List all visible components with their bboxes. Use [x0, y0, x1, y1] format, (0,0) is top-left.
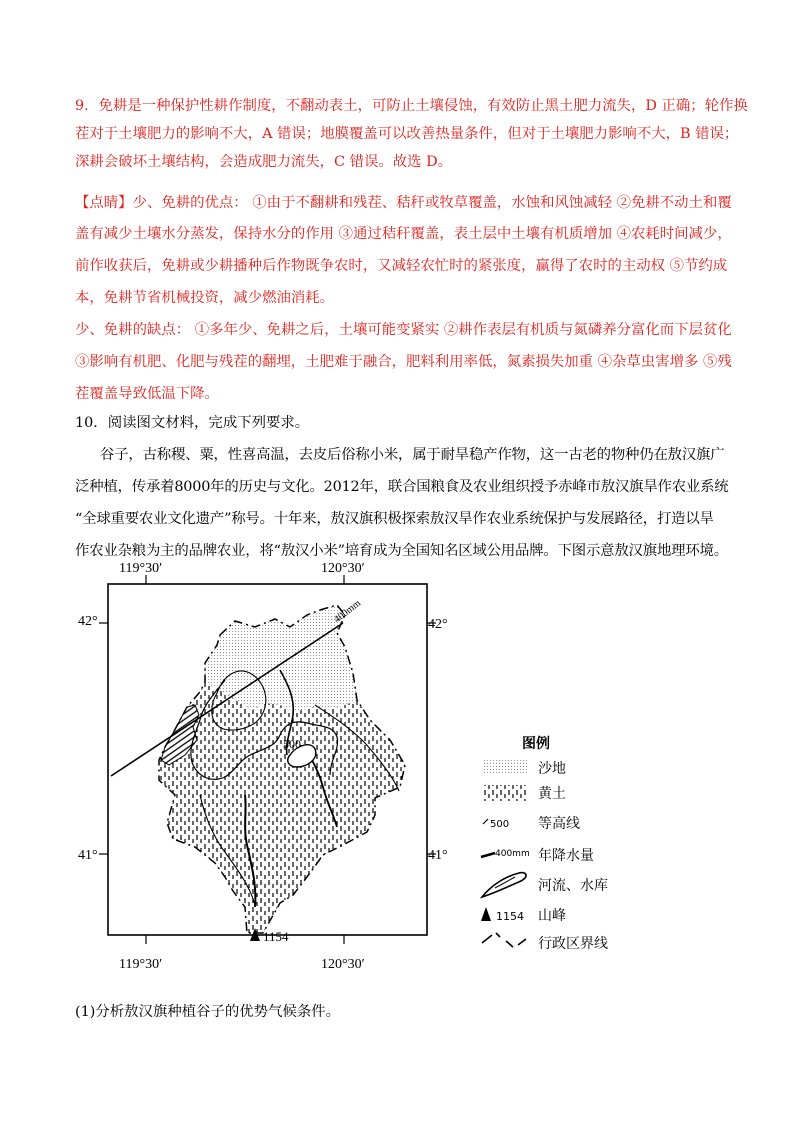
- tip-line6: ③影响有机肥、化肥与残茬的翻埋，土肥难于融合，肥料利用率低，氮素损失加重 ④杂草虫害增多 ⑤残: [75, 354, 732, 370]
- question10-para-line3: “全球重要农业文化遗产”称号。十年来，敖汉旗积极探索敖汉旱作农业系统保护与发展路径，打造以旱: [75, 511, 714, 527]
- tip-line3: 前作收获后，免耕或少耕播种后作物既争农时，又减轻农忙时的紧张度，赢得了农时的主动权 ⑤节约成: [75, 258, 728, 274]
- legend-sand-label: 沙地: [538, 761, 566, 777]
- legend-isohyet-sample: 400mm: [495, 849, 530, 859]
- lon-label-top-right: 120°30′: [321, 561, 365, 576]
- contour-500-label: 500: [283, 737, 301, 751]
- legend-isohyet-label: 年降水量: [538, 848, 594, 864]
- peak-label: 1154: [263, 929, 289, 944]
- legend-contour-swatch: [483, 819, 488, 824]
- legend-loess-label: 黄土: [538, 786, 566, 802]
- lon-label-top-left: 119°30′: [119, 561, 163, 576]
- answer9-line3: 深耕会破坏土壤结构，会造成肥力流失，C 错误。故选 D。: [75, 154, 453, 170]
- legend-loess-swatch: [482, 785, 528, 801]
- legend-isohyet-swatch: [481, 853, 495, 857]
- legend-peak-icon: [481, 907, 491, 921]
- question10-heading: 10．阅读图文材料，完成下列要求。: [75, 415, 310, 431]
- legend-contour-sample: 500: [490, 819, 510, 830]
- lon-label-bottom-left: 119°30′: [119, 957, 163, 972]
- map-figure: [75, 555, 635, 980]
- lat-label-left-top: 42°: [78, 614, 98, 629]
- aohan-banner-map: [75, 555, 635, 980]
- question10-sub1: (1)分析敖汉旗种植谷子的优势气候条件。: [75, 1004, 341, 1020]
- question10-para-line2: 泛种植，传承着8000年的历史与文化。2012年，联合国粮食及农业组织授予赤峰市敖汉旗旱作农业系统: [75, 479, 729, 495]
- tip-line4: 本，免耕节省机械投资，减少燃油消耗。: [75, 290, 335, 306]
- legend-river-swatch: [482, 873, 526, 897]
- legend-peak-label: 山峰: [538, 908, 566, 924]
- question10-para-line4: 作农业杂粮为主的品牌农业，将“敖汉小米”培育成为全国知名区域公用品牌。下图示意敖汉旗地理环境。: [75, 543, 728, 559]
- legend-peak-sample: 1154: [496, 910, 524, 923]
- tip-line7: 茬覆盖导致低温下降。: [75, 386, 219, 402]
- lat-label-right-top: 42°: [428, 617, 448, 632]
- legend-sand-swatch: [482, 760, 528, 775]
- lat-label-left-bottom: 41°: [78, 848, 98, 863]
- map-legend: [481, 735, 608, 952]
- isohyet-label: 400mm: [332, 597, 363, 626]
- legend-contour-label: 等高线: [538, 816, 580, 832]
- tip-line1: 【点睛】少、免耕的优点： ①由于不翻耕和残茬、秸秆或牧草覆盖，水蚀和风蚀减轻 ②免耕不动土和覆: [75, 195, 732, 211]
- tip-line5: 少、免耕的缺点： ①多年少、免耕之后，土壤可能变紧实 ②耕作表层有机质与氮磷养分富化而下层贫化: [75, 322, 732, 338]
- answer9-line2: 茬对于土壤肥力的影响不大，A 错误；地膜覆盖可以改善热量条件，但对于土壤肥力影响不大，B 错误；: [75, 126, 739, 142]
- question10-para-line1: 谷子，古称稷、粟，性喜高温，去皮后俗称小米，属于耐旱稳产作物，这一古老的物种仍在敖汉旗广: [100, 447, 725, 463]
- legend-river-label: 河流、水库: [538, 878, 608, 894]
- tip-line2: 盖有减少土壤水分蒸发，保持水分的作用 ③通过秸秆覆盖，表土层中土壤有机质增加 ④农耗时间减少，: [75, 226, 732, 242]
- legend-title: 图例: [522, 736, 550, 752]
- lat-label-right-bottom: 41°: [428, 848, 448, 863]
- legend-boundary-label: 行政区界线: [538, 936, 608, 952]
- lon-label-bottom-right: 120°30′: [321, 957, 365, 972]
- legend-boundary-swatch: [482, 933, 526, 947]
- answer9-line1: 9．免耕是一种保护性耕作制度，不翻动表土，可防止土壤侵蚀，有效防止黑土肥力流失，D 正确；轮作换: [75, 98, 748, 114]
